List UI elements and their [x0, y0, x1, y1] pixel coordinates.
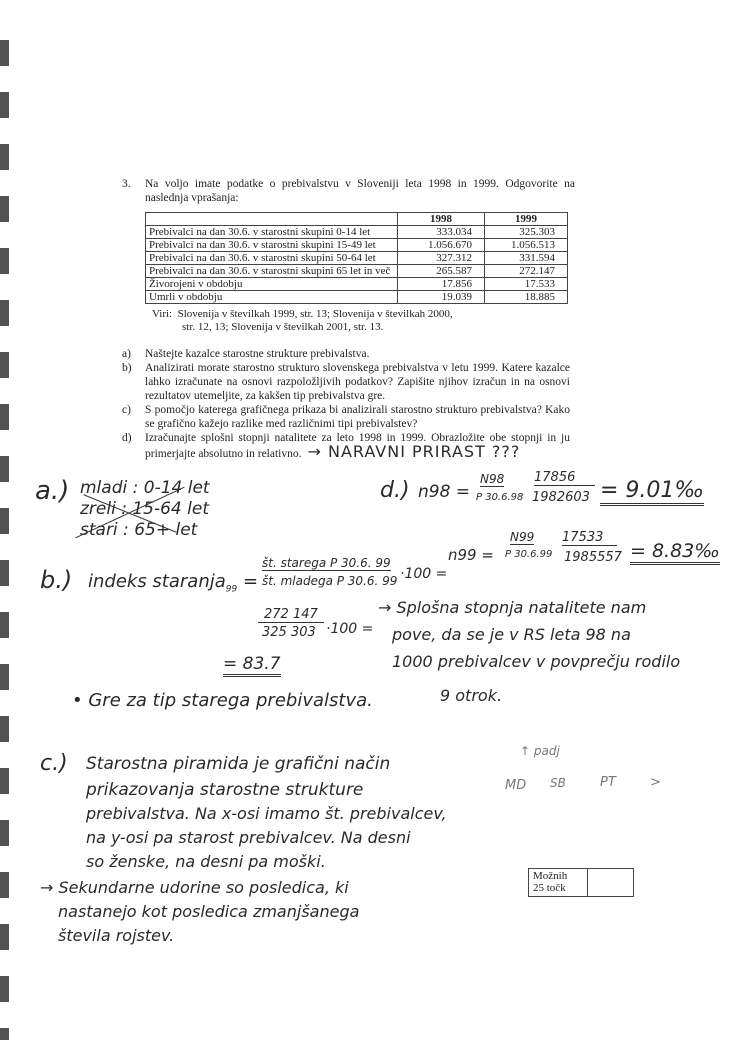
hw-d-explain: 1000 prebivalcev v povprečju rodilo — [392, 652, 681, 671]
table-header — [146, 213, 398, 226]
hw-a-line: zreli : 15-64 let — [80, 499, 210, 519]
hw-a-label: a.) — [35, 476, 70, 506]
subquestion-text-wrap — [145, 431, 570, 461]
hw-text: indeks staranja — [88, 571, 226, 592]
subquestion-label: d) — [122, 432, 132, 444]
cell-1998: 17.856 — [398, 278, 485, 291]
table-row — [146, 265, 568, 278]
subquestion-label: c) — [122, 404, 131, 416]
row-label: Prebivalci na dan 30.6. v starostni skupini 65 let in več — [146, 265, 398, 278]
table-header-row — [146, 213, 568, 226]
hw-d-explain: 9 otrok. — [440, 686, 503, 705]
cell-1999: 18.885 — [485, 291, 568, 304]
hw-b-result: = 83.7 — [223, 654, 281, 677]
subquestion-d — [122, 431, 570, 461]
hw-b-times: ·100 = — [326, 621, 374, 637]
question-number: 3. — [122, 178, 131, 190]
cell-1998: 19.039 — [398, 291, 485, 304]
hw-d-n99: n99 = — [448, 546, 494, 564]
hw-d-result99: = 8.83‰ — [630, 540, 720, 565]
cell-1999: 272.147 — [485, 265, 568, 278]
hw-c-line: Starostna piramida je grafični način — [86, 754, 391, 774]
subquestion-label: a) — [122, 348, 131, 360]
table-header: 1999 — [485, 213, 568, 226]
hw-d-N98: N98 — [480, 472, 505, 486]
table-row — [146, 278, 568, 291]
cell-1998: 265.587 — [398, 265, 485, 278]
sources-line: str. 12, 13; Slovenija v številkah 2001, str. 13. — [182, 321, 384, 333]
hw-b-times: ·100 = — [400, 566, 448, 582]
table-row — [146, 226, 568, 239]
hw-sub: 99 — [225, 584, 238, 595]
hw-b-denominator: 325 303 — [262, 625, 316, 640]
hw-d-num98: 17856 — [534, 470, 595, 486]
hw-b-index: indeks staranja$_{99}$ = — [88, 571, 259, 595]
hw-c-line: → Sekundarne udorine so posledica, ki — [40, 878, 349, 897]
table-row — [146, 252, 568, 265]
cell-1999: 331.594 — [485, 252, 568, 265]
subquestion-text: S pomočjo katerega grafičnega prikaza bi analizirali starostno strukturo prebivalstva? Kako se grafično kažejo razlike med različnimi tipi prebivalstev? — [145, 404, 570, 430]
population-table — [145, 212, 568, 304]
table-sources — [152, 308, 453, 334]
handwritten-note-natural-increase: → NARAVNI PRIRAST ??? — [307, 442, 521, 461]
cell-1999: 1.056.513 — [485, 239, 568, 252]
hw-b-conclusion: • Gre za tip starega prebivalstva. — [72, 690, 373, 711]
subquestion-label: b) — [122, 362, 132, 374]
hw-b-numerator: št. starega P 30.6. 99 — [262, 556, 391, 570]
row-label: Prebivalci na dan 30.6. v starostni skupini 50-64 let — [146, 252, 398, 265]
score-label — [529, 869, 588, 896]
hw-d-result98: = 9.01‰ — [600, 478, 704, 506]
hw-d-label: d.) — [380, 478, 410, 503]
subquestion-text: Naštejte kazalce starostne strukture prebivalstva. — [145, 348, 370, 360]
table-header: 1998 — [398, 213, 485, 226]
cell-1999: 325.303 — [485, 226, 568, 239]
hw-c-label: c.) — [40, 751, 68, 776]
hw-d-explain: → Splošna stopnja natalitete nam — [378, 598, 647, 617]
sources-label: Viri: — [152, 308, 173, 320]
cell-1998: 327.312 — [398, 252, 485, 265]
hw-side-note: > — [650, 775, 661, 790]
question-text: Na voljo imate podatke o prebivalstvu v Sloveniji leta 1998 in 1999. Odgovorite na naslednja vprašanja: — [145, 178, 575, 204]
hw-c-line: na y-osi pa starost prebivalcev. Na desni — [86, 828, 411, 847]
hw-a-line: stari : 65+ let — [80, 520, 198, 540]
hw-d-P99: P 30.6.99 — [505, 549, 553, 560]
hw-d-num99: 17533 — [562, 530, 617, 546]
row-label: Prebivalci na dan 30.6. v starostni skupini 0-14 let — [146, 226, 398, 239]
subquestion-text: Analizirati morate starostno strukturo slovenskega prebivalstva v letu 1999. Katere kazalce lahko izračunate na osnovi razpoložljivih podatkov? Zapišite njihov izračun in na osnovi rezultatov utemeljite, za kakšen tip prebivalstva gre. — [145, 362, 570, 402]
hw-b-label: b.) — [40, 566, 73, 594]
row-label: Živorojeni v obdobju — [146, 278, 398, 291]
score-value — [588, 869, 633, 896]
hw-side-note: MD — [505, 778, 527, 793]
hw-d-n98: n98 = — [418, 482, 471, 502]
hw-c-line: nastanejo kot posledica zmanjšanega — [58, 902, 360, 921]
table-row — [146, 239, 568, 252]
score-label-line: Možnih — [533, 870, 568, 882]
hw-side-note: ↑ padj — [520, 744, 560, 758]
subquestions-list — [122, 347, 570, 461]
hw-c-line: prebivalstva. Na x-osi imamo št. prebivalcev, — [86, 804, 447, 823]
table-row — [146, 291, 568, 304]
hw-d-N99: N99 — [510, 530, 535, 544]
hw-d-explain: pove, da se je v RS leta 98 na — [392, 625, 631, 644]
sources-line: Slovenija v številkah 1999, str. 13; Slovenija v številkah 2000, — [177, 308, 453, 320]
binder-holes — [0, 40, 9, 1040]
hw-c-line: prikazovanja starostne strukture — [86, 780, 364, 800]
hw-d-den99: 1985557 — [564, 550, 622, 565]
hw-b-numerator: 272 147 — [258, 607, 324, 623]
hw-d-den98: 1982603 — [532, 490, 590, 505]
hw-c-line: so ženske, na desni pa moški. — [86, 852, 326, 871]
row-label: Prebivalci na dan 30.6. v starostni skupini 15-49 let — [146, 239, 398, 252]
hw-a-line: mladi : 0-14 let — [80, 478, 210, 498]
subquestion-b — [122, 361, 570, 403]
row-label: Umrli v obdobju — [146, 291, 398, 304]
subquestion-c — [122, 403, 570, 431]
cell-1998: 1.056.670 — [398, 239, 485, 252]
subquestion-a — [122, 347, 570, 361]
hw-side-note: SB — [550, 776, 566, 790]
subquestion-text: Izračunajte splošni stopnji natalitete za leto 1998 in 1999. Obrazložite obe stopnji in ju primerjajte absolutno in relativno. — [145, 432, 570, 460]
cell-1999: 17.533 — [485, 278, 568, 291]
hw-c-line: števila rojstev. — [58, 926, 175, 945]
score-box — [528, 868, 634, 897]
hw-b-denominator: št. mladega P 30.6. 99 — [262, 574, 398, 588]
hw-side-note: PT — [600, 775, 616, 790]
score-label-line: 25 točk — [533, 882, 566, 894]
cell-1998: 333.034 — [398, 226, 485, 239]
hw-d-P98: P 30.6.98 — [476, 492, 524, 503]
